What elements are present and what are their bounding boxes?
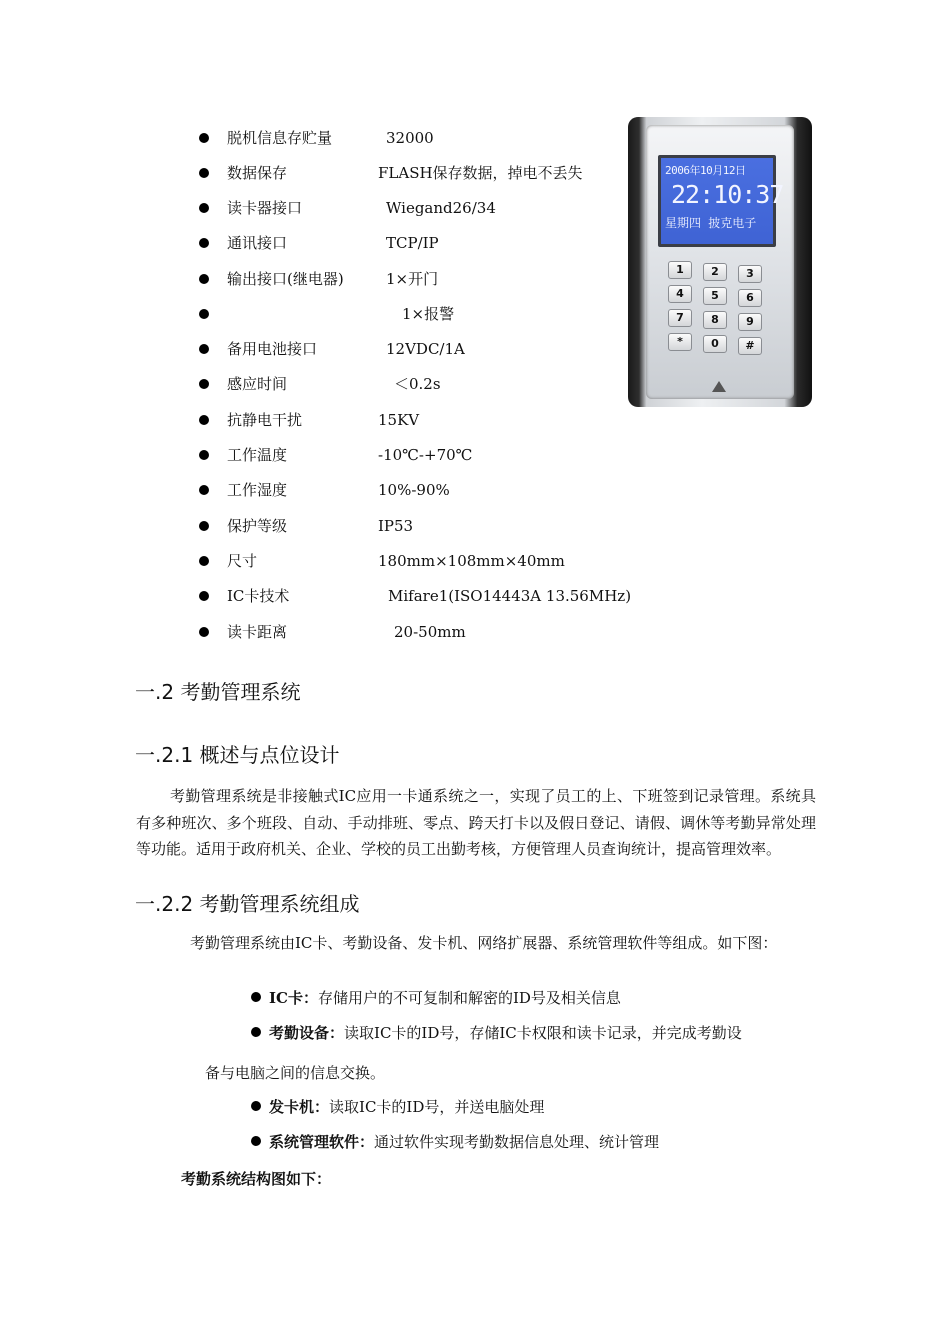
bullet-icon [199,203,209,213]
lcd-weekday-brand: 星期四 披克电子 [665,216,757,230]
spec-row [0,232,640,254]
spec-value: -10℃-+70℃ [378,446,473,464]
component-item [251,1096,544,1118]
device-body [628,117,812,407]
spec-value: Wiegand26/34 [386,199,496,217]
spec-value: 12VDC/1A [386,340,465,358]
device-face [646,125,794,399]
bullet-icon [199,344,209,354]
component-item [251,1131,659,1153]
bullet-icon [199,556,209,566]
lcd-date: 2006年10月12日 [665,164,746,177]
keypad-key: 4 [668,285,692,303]
heading-title: 考勤管理系统 [180,680,301,704]
heading-title: 概述与点位设计 [199,743,340,767]
spec-row [0,268,640,290]
bullet-icon [199,485,209,495]
bullet-icon [199,133,209,143]
spec-row [0,373,640,395]
spec-value: IP53 [378,517,414,535]
keypad-key: 5 [703,287,727,305]
keypad-key: 0 [703,335,727,353]
heading-section-1-2 [135,676,300,705]
bullet-icon [199,274,209,284]
bullet-icon [251,992,261,1002]
bullet-icon [199,309,209,319]
component-term: 系统管理软件： [269,1133,375,1151]
bullet-icon [199,379,209,389]
spec-row [0,479,640,501]
component-term: IC卡： [269,989,318,1007]
spec-value: 1×开门 [386,270,439,288]
bullet-icon [251,1027,261,1037]
keypad-key: # [738,337,762,355]
component-term: 考勤设备： [269,1024,345,1042]
spec-value: 1×报警 [402,305,455,323]
spec-label: 保护等级 [227,517,288,535]
component-desc: 读取IC卡的ID号，并送电脑处理 [329,1098,545,1116]
device-lcd-screen [658,155,784,247]
component-desc-continued: 备与电脑之间的信息交换。 [205,1064,386,1082]
component-term: 发卡机： [269,1098,330,1116]
spec-label: 读卡器接口 [227,199,303,217]
spec-row [0,197,640,219]
bullet-icon [199,450,209,460]
spec-label: IC卡技术 [227,587,290,605]
bullet-icon [251,1101,261,1111]
spec-label: 抗静电干扰 [227,411,303,429]
spec-value: 15KV [378,411,420,429]
bullet-icon [199,238,209,248]
spec-label: 工作湿度 [227,481,288,499]
component-desc: 通过软件实现考勤数据信息处理、统计管理 [374,1133,660,1151]
spec-row [0,409,640,431]
spec-label: 输出接口(继电器) [227,270,344,288]
keypad-key: 3 [738,265,762,283]
spec-value: 20-50mm [394,623,466,641]
spec-label: 脱机信息存贮量 [227,129,333,147]
bullet-icon [199,627,209,637]
overview-paragraph: 考勤管理系统是非接触式IC应用一卡通系统之一，实现了员工的上、下班签到记录管理。系统具有多种班次、多个班段、自动、手动排班、零点、跨天打卡以及假日登记、请假、调休等考勤异常处理等功能。适用于政府机关、企业、学校的员工出勤考核，方便管理人员查询统计，提高管理效率。 [136,787,816,859]
bullet-icon [199,415,209,425]
heading-number: 一.2.2 [135,892,194,916]
structure-diagram-caption: 考勤系统结构图如下： [181,1170,332,1188]
keypad-key: 2 [703,263,727,281]
spec-row [0,303,640,325]
spec-value: 32000 [386,129,434,147]
spec-value: TCP/IP [386,234,439,252]
spec-value: 10%-90% [378,481,450,499]
spec-row [0,515,640,537]
spec-label: 通讯接口 [227,234,288,252]
bullet-icon [199,168,209,178]
spec-row [0,338,640,360]
keypad-key: 6 [738,289,762,307]
heading-number: 一.2.1 [135,743,194,767]
bullet-icon [199,591,209,601]
keypad-key: 7 [668,309,692,327]
keypad-key: * [668,333,692,351]
keypad-key: 1 [668,261,692,279]
spec-value: 180mm×108mm×40mm [378,552,565,570]
spec-value: ＜0.2s [394,375,441,393]
spec-row [0,621,640,643]
spec-row [0,585,640,607]
spec-label: 数据保存 [227,164,288,182]
lcd-time: 22:10:37 [671,180,784,209]
component-desc: 存储用户的不可复制和解密的ID号及相关信息 [317,989,621,1007]
bullet-icon [251,1136,261,1146]
attendance-terminal-image [624,113,816,413]
spec-label: 工作温度 [227,446,288,464]
component-item [251,1022,742,1044]
heading-number: 一.2 [135,680,175,704]
composition-intro: 考勤管理系统由IC卡、考勤设备、发卡机、网络扩展器、系统管理软件等组成。如下图： [190,934,778,952]
component-item [251,987,621,1009]
heading-title: 考勤管理系统组成 [199,892,360,916]
spec-row [0,162,640,184]
spec-row [0,444,640,466]
spec-label: 感应时间 [227,375,288,393]
spec-row [0,550,640,572]
keypad-key: 8 [703,311,727,329]
spec-value: Mifare1(ISO14443A 13.56MHz) [388,587,632,605]
bullet-icon [199,521,209,531]
keypad-key: 9 [738,313,762,331]
spec-label: 读卡距离 [227,623,288,641]
heading-section-1-2-2 [135,888,360,917]
spec-label: 备用电池接口 [227,340,318,358]
spec-row [0,127,640,149]
spec-value: FLASH保存数据，掉电不丢失 [378,164,583,182]
component-desc: 读取IC卡的ID号，存储IC卡权限和读卡记录，并完成考勤设 [344,1024,742,1042]
brand-logo-icon [712,381,726,392]
heading-section-1-2-1 [135,739,340,768]
spec-label: 尺寸 [227,552,258,570]
